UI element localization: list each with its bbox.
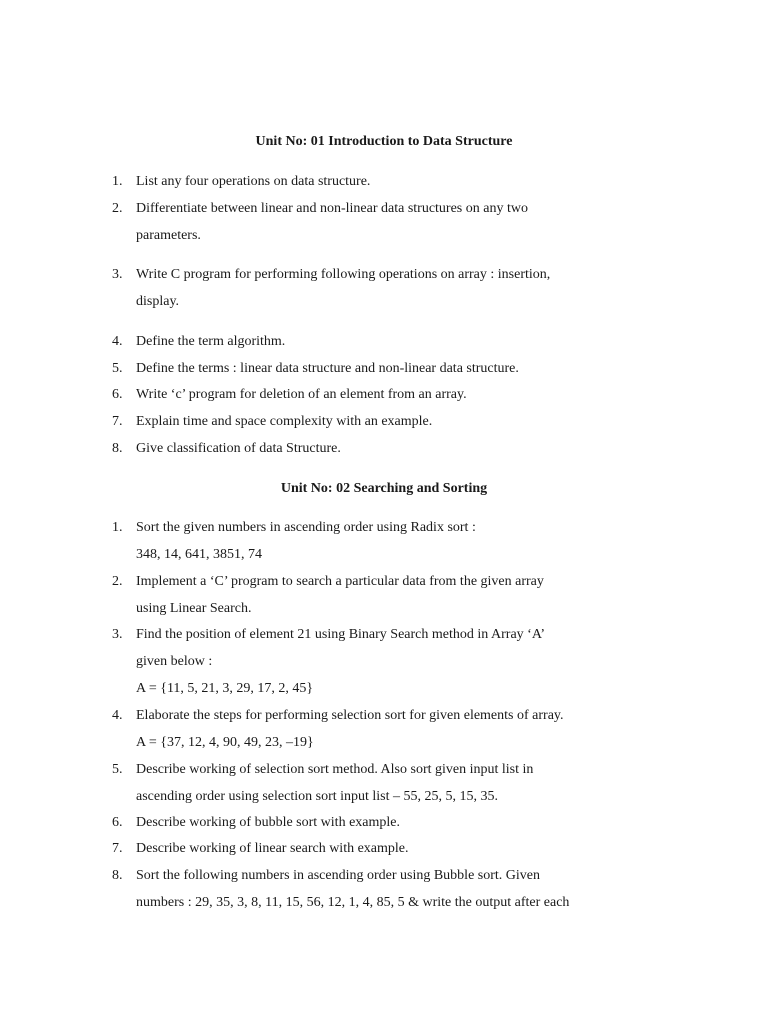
unit-1-question-1 <box>0 168 768 195</box>
question-text: Write ‘c’ program for deletion of an element from an array. <box>136 387 467 402</box>
question-text: ascending order using selection sort input list – 55, 25, 5, 15, 35. <box>136 789 499 804</box>
question-number: 7. <box>112 841 123 856</box>
question-text: Describe working of selection sort method. Also sort given input list in <box>136 762 534 777</box>
unit-1-heading: Unit No: 01 Introduction to Data Structure <box>255 134 513 149</box>
question-text: A = {11, 5, 21, 3, 29, 17, 2, 45} <box>136 681 314 696</box>
question-text: Write C program for performing following operations on array : insertion, <box>136 267 551 282</box>
question-text: Describe working of bubble sort with example. <box>136 815 400 830</box>
unit-1-question-7 <box>0 408 768 435</box>
question-number: 5. <box>112 762 123 777</box>
question-number: 3. <box>112 267 123 282</box>
question-number: 6. <box>112 387 123 402</box>
question-number: 4. <box>112 708 123 723</box>
question-text: Define the term algorithm. <box>136 334 286 349</box>
question-text: numbers : 29, 35, 3, 8, 11, 15, 56, 12, 1, 4, 85, 5 & write the output after each <box>136 895 570 910</box>
question-text: 348, 14, 641, 3851, 74 <box>136 547 262 562</box>
unit-2-question-6 <box>0 809 768 836</box>
unit-2-question-3 <box>0 621 768 702</box>
unit-2-question-7 <box>0 835 768 862</box>
question-number: 8. <box>112 441 123 456</box>
question-text: Elaborate the steps for performing selection sort for given elements of array. <box>136 708 564 723</box>
question-number: 4. <box>112 334 123 349</box>
question-text: Sort the following numbers in ascending order using Bubble sort. Given <box>136 868 540 883</box>
unit-1-question-3 <box>0 261 768 315</box>
question-text: given below : <box>136 654 213 669</box>
question-number: 3. <box>112 627 123 642</box>
question-text: parameters. <box>136 228 201 243</box>
unit-1-question-4 <box>0 328 768 355</box>
question-number: 8. <box>112 868 123 883</box>
question-text: Describe working of linear search with example. <box>136 841 409 856</box>
question-text: Explain time and space complexity with an example. <box>136 414 433 429</box>
question-number: 1. <box>112 174 123 189</box>
unit-1-question-5 <box>0 355 768 382</box>
unit-2-question-1 <box>0 514 768 568</box>
question-text: Differentiate between linear and non-linear data structures on any two <box>136 201 528 216</box>
question-number: 7. <box>112 414 123 429</box>
unit-1-question-6 <box>0 381 768 408</box>
unit-1-question-8 <box>0 435 768 462</box>
unit-2-question-2 <box>0 568 768 622</box>
unit-2-heading: Unit No: 02 Searching and Sorting <box>280 481 488 496</box>
question-text: List any four operations on data structure. <box>136 174 371 189</box>
question-number: 2. <box>112 201 123 216</box>
question-text: A = {37, 12, 4, 90, 49, 23, –19} <box>136 735 314 750</box>
question-text: Sort the given numbers in ascending order using Radix sort : <box>136 520 476 535</box>
unit-1-question-2 <box>0 195 768 249</box>
unit-2-question-5 <box>0 756 768 810</box>
unit-2-question-4 <box>0 702 768 756</box>
question-text: display. <box>136 294 180 309</box>
unit-2-question-8 <box>0 862 768 916</box>
question-number: 2. <box>112 574 123 589</box>
question-number: 6. <box>112 815 123 830</box>
question-number: 1. <box>112 520 123 535</box>
question-text: Implement a ‘C’ program to search a particular data from the given array <box>136 574 544 589</box>
question-text: using Linear Search. <box>136 601 252 616</box>
question-number: 5. <box>112 361 123 376</box>
question-text: Define the terms : linear data structure and non-linear data structure. <box>136 361 519 376</box>
question-text: Give classification of data Structure. <box>136 441 341 456</box>
question-text: Find the position of element 21 using Binary Search method in Array ‘A’ <box>136 627 546 642</box>
